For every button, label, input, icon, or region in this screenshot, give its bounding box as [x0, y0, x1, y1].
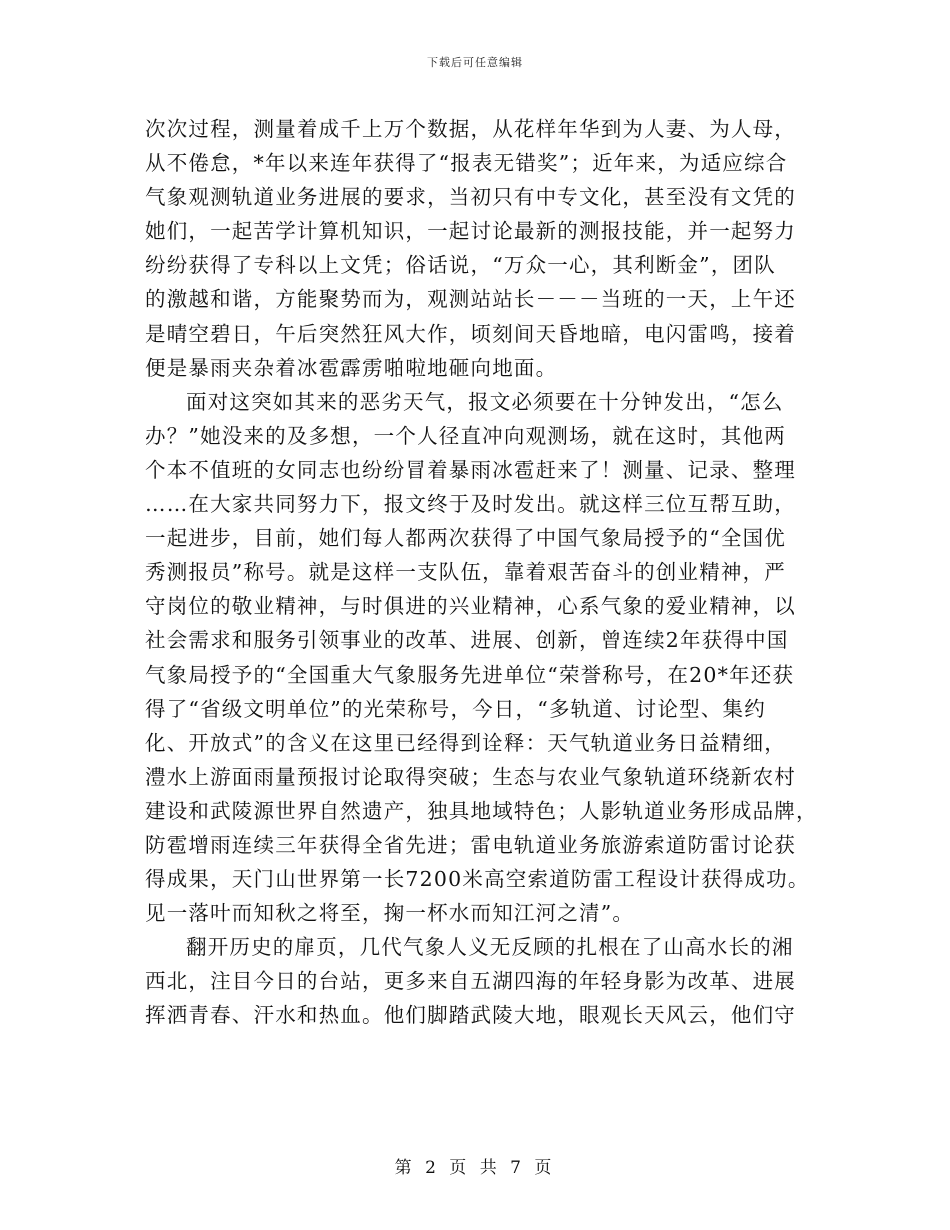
text-line: 次次过程，测量着成千上万个数据，从花样年华到为人妻、为人母， — [145, 117, 796, 141]
page-header: 下载后可任意编辑 — [427, 56, 523, 69]
text-line: 挥洒青春、汗水和热血。他们脚踏武陵大地，眼观长天风云，他们守 — [145, 1003, 796, 1028]
text-line: 守岗位的敬业精神，与时俱进的兴业精神，心系气象的爱业精神，以 — [145, 594, 796, 619]
body-text — [145, 112, 818, 1033]
text-line: 气象局授予的“全国重大气象服务先进单位“荣誉称号，在20*年还获 — [145, 662, 795, 687]
text-line: 见一落叶而知秋之将至，掬一杯水而知江河之清”。 — [145, 901, 635, 926]
text-line: 是晴空碧日，午后突然狂风大作，顷刻间天昏地暗，电闪雷鸣，接着 — [145, 321, 796, 346]
text-line: ……在大家共同努力下，报文终于及时发出。就这样三位互帮互助， — [145, 492, 796, 517]
text-line: 办？”她没来的及多想，一个人径直冲向观测场，就在这时，其他两 — [145, 423, 786, 448]
text-line: 纷纷获得了专科以上文凭；俗话说，“万众一心，其利断金”，团队 — [145, 253, 776, 278]
text-line: 一起进步，目前，她们每人都两次获得了中国气象局授予的“全国优 — [145, 526, 786, 551]
text-line: 澧水上游面雨量预报讨论取得突破；生态与农业气象轨道环绕新农村 — [145, 764, 796, 789]
text-line: 便是暴雨夹杂着冰雹霹雳啪啦地砸向地面。 — [145, 355, 558, 380]
text-line: 建设和武陵源世界自然遗产，独具地域特色；人影轨道业务形成品牌， — [145, 798, 818, 823]
paragraph-start-line: 翻开历史的扉页，几代气象人义无反顾的扎根在了山高水长的湘 — [186, 935, 794, 960]
text-line: 个本不值班的女同志也纷纷冒着暴雨冰雹赶来了！测量、记录、整理 — [145, 457, 796, 482]
text-line: 气象观测轨道业务进展的要求，当初只有中专文化，甚至没有文凭的 — [145, 185, 796, 210]
text-line: 从不倦怠，*年以来连年获得了“报表无错奖”；近年来，为适应综合 — [145, 151, 788, 176]
text-line: 防雹增雨连续三年获得全省先进；雷电轨道业务旅游索道防雷讨论获 — [145, 832, 796, 857]
page-number-footer: 第 2 页 共 7 页 — [394, 1158, 556, 1178]
text-line: 的激越和谐，方能聚势而为，观测站站长－－－当班的一天，上午还 — [145, 287, 796, 312]
text-line: 秀测报员”称号。就是这样一支队伍，靠着艰苦奋斗的创业精神，严 — [145, 560, 786, 585]
text-line: 她们，一起苦学计算机知识，一起讨论最新的测报技能，并一起努力 — [145, 219, 796, 244]
text-line: 得了“省级文明单位”的光荣称号，今日，“多轨道、讨论型、集约 — [145, 696, 766, 721]
text-line: 社会需求和服务引领事业的改革、进展、创新，曾连续2年获得中国 — [145, 628, 789, 653]
text-line: 西北，注目今日的台站，更多来自五湖四海的年轻身影为改革、进展 — [145, 969, 796, 994]
paragraph-start-line: 面对这突如其来的恶劣天气，报文必须要在十分钟发出，“怎么 — [186, 389, 784, 414]
text-line: 化、开放式”的含义在这里已经得到诠释：天气轨道业务日益精细， — [145, 730, 786, 755]
text-line: 得成果，天门山世界第一长7200米高空索道防雷工程设计获得成功。 — [145, 867, 810, 892]
